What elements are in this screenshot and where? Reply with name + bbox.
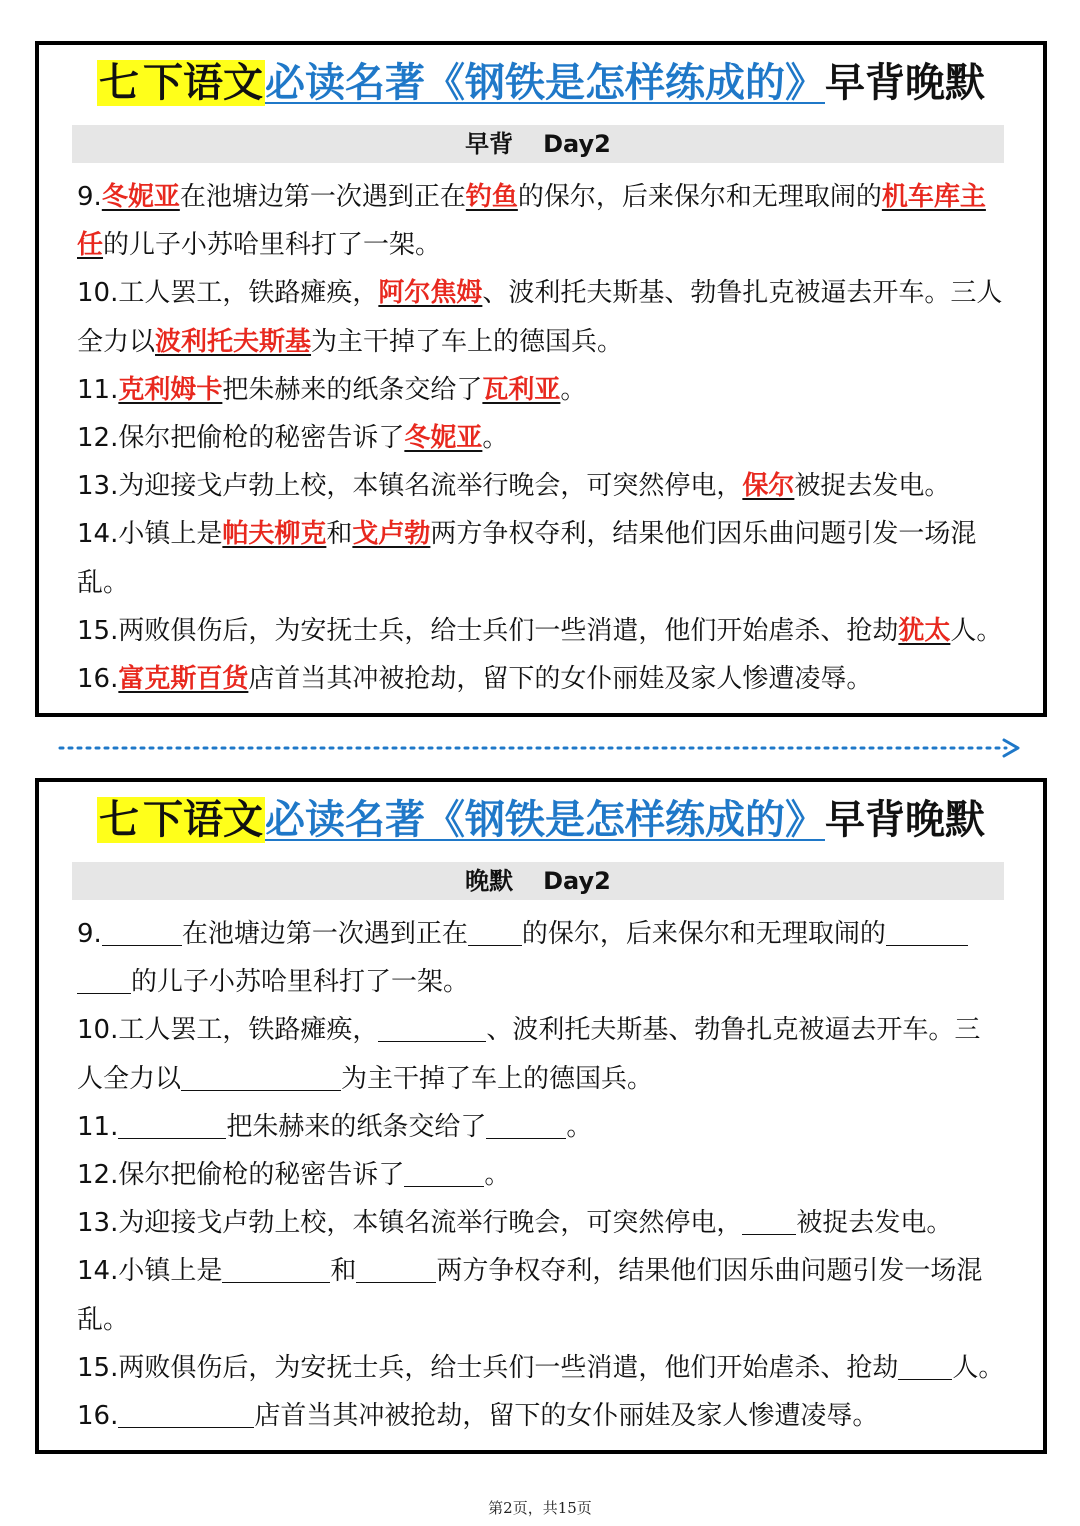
item-text: 被捉去发电。 xyxy=(794,471,951,502)
section-heading: 早背 xyxy=(465,130,514,158)
evening-item xyxy=(77,910,1005,1006)
evening-item xyxy=(77,1247,1005,1343)
morning-item xyxy=(77,655,1005,703)
item-text: 16. xyxy=(77,664,119,695)
title-book-name: 必读名著《钢铁是怎样练成的》 xyxy=(265,797,825,843)
answer-text: 戈卢勃 xyxy=(352,519,431,550)
answer-text: 克利姆卡 xyxy=(118,374,223,405)
dotted-arrow-divider xyxy=(58,737,1022,759)
item-text: 14.小镇上是 xyxy=(77,1256,223,1287)
item-text: 11. xyxy=(77,1111,119,1142)
morning-item xyxy=(77,510,1005,606)
item-text: 15.两败俱伤后，为安抚士兵，给士兵们一些消遣，他们开始虐杀、抢劫 xyxy=(77,615,899,646)
title-highlight-grade: 下语文 xyxy=(143,797,263,843)
answer-blank xyxy=(356,1255,436,1283)
item-text: 。 xyxy=(566,1111,593,1142)
item-text: 把朱赫来的纸条交给了 xyxy=(226,1111,487,1142)
item-text: 14.小镇上是 xyxy=(77,519,223,550)
item-text: 两方争权夺利，结果他们因乐曲问题引发一场混乱。 xyxy=(77,519,977,598)
section-day: Day2 xyxy=(543,130,611,158)
answer-text: 犹太 xyxy=(898,615,951,646)
answer-text: 冬妮亚 xyxy=(101,182,180,212)
answer-text: 冬妮亚 xyxy=(404,423,483,454)
title-suffix: 早背晚默 xyxy=(825,60,985,106)
item-text: 店首当其冲被抢劫，留下的女仆丽娃及家人惨遭凌辱。 xyxy=(254,1401,879,1432)
title-highlight-seven: 七 xyxy=(99,60,139,106)
answer-blank xyxy=(898,1352,952,1380)
item-text: 人。 xyxy=(950,615,1003,646)
answer-text: 钓鱼 xyxy=(465,182,518,212)
item-text: 两方争权夺利，结果他们因乐曲问题引发一场混乱。 xyxy=(77,1256,983,1335)
answer-blank xyxy=(181,1063,341,1091)
answer-blank xyxy=(742,1207,796,1235)
answer-blank xyxy=(886,918,968,946)
item-text: 13.为迎接戈卢勃上校，本镇名流举行晚会，可突然停电， xyxy=(77,1208,743,1239)
item-text: 。 xyxy=(484,1160,511,1191)
answer-blank xyxy=(468,918,522,946)
answer-blank xyxy=(378,1014,486,1042)
answer-text: 保尔 xyxy=(742,471,795,502)
evening-item xyxy=(77,1151,1005,1199)
answer-text: 帕夫柳克 xyxy=(222,519,327,550)
page-footer: 第2页，共15页 xyxy=(488,1499,592,1517)
answer-text: 波利托夫斯基 xyxy=(155,326,312,357)
item-text: 13.为迎接戈卢勃上校，本镇名流举行晚会，可突然停电， xyxy=(77,471,743,502)
morning-item-list xyxy=(77,173,1005,703)
item-text: 12.保尔把偷枪的秘密告诉了 xyxy=(77,423,405,454)
item-text: 的儿子小苏哈里科打了一架。 xyxy=(103,230,442,261)
item-text: 10.工人罢工，铁路瘫痪， xyxy=(77,278,379,309)
item-text: 的儿子小苏哈里科打了一架。 xyxy=(131,967,470,998)
morning-item xyxy=(77,462,1005,510)
item-text: 和 xyxy=(326,519,353,550)
evening-item xyxy=(77,1103,1005,1151)
item-text: 在池塘边第一次遇到正在 xyxy=(179,182,466,212)
title-suffix: 早背晚默 xyxy=(825,797,985,843)
item-text: 的保尔，后来保尔和无理取闹的 xyxy=(517,182,882,212)
evening-dictation-card xyxy=(35,778,1047,1454)
item-text: 把朱赫来的纸条交给了 xyxy=(222,374,483,405)
answer-blank xyxy=(102,918,182,946)
item-text: 的保尔，后来保尔和无理取闹的 xyxy=(521,919,886,949)
answer-blank xyxy=(77,966,131,994)
item-text: 11. xyxy=(77,374,119,405)
title-book-name: 必读名著《钢铁是怎样练成的》 xyxy=(265,60,825,106)
title-highlight-seven: 七 xyxy=(99,797,139,843)
answer-text: 富克斯百货 xyxy=(118,664,249,695)
evening-item xyxy=(77,1199,1005,1247)
answer-blank xyxy=(222,1255,330,1283)
item-text: 12.保尔把偷枪的秘密告诉了 xyxy=(77,1160,405,1191)
item-text: 、波利托夫斯基、勃鲁扎克被逼去开车。三人全力以 xyxy=(77,278,1003,357)
morning-item xyxy=(77,607,1005,655)
section-day: Day2 xyxy=(543,867,611,895)
answer-blank xyxy=(118,1111,226,1139)
item-text: 为主干掉了车上的德国兵。 xyxy=(341,1063,654,1094)
evening-item xyxy=(77,1344,1005,1392)
morning-item xyxy=(77,269,1005,365)
item-text: 和 xyxy=(330,1256,357,1287)
morning-item xyxy=(77,366,1005,414)
evening-item xyxy=(77,1006,1005,1102)
morning-recite-card xyxy=(35,41,1047,717)
item-text: 在池塘边第一次遇到正在 xyxy=(181,919,468,949)
evening-item-list xyxy=(77,910,1005,1440)
item-text: 。 xyxy=(482,423,509,454)
item-text: 人。 xyxy=(952,1352,1005,1383)
item-text: 16. xyxy=(77,1401,119,1432)
section-heading: 晚默 xyxy=(465,867,514,895)
item-text: 10.工人罢工，铁路瘫痪， xyxy=(77,1015,379,1046)
item-text: 15.两败俱伤后，为安抚士兵，给士兵们一些消遣，他们开始虐杀、抢劫 xyxy=(77,1352,899,1383)
morning-item xyxy=(77,173,1005,269)
item-text: 9. xyxy=(77,919,102,949)
evening-item xyxy=(77,1392,1005,1440)
section-header-evening xyxy=(72,862,1004,900)
morning-item xyxy=(77,414,1005,462)
item-text: 为主干掉了车上的德国兵。 xyxy=(311,326,624,357)
title-highlight-grade: 下语文 xyxy=(143,60,263,106)
page-title xyxy=(39,792,1043,848)
answer-text: 阿尔焦姆 xyxy=(378,278,483,309)
section-header-morning xyxy=(72,125,1004,163)
answer-text: 机车库主任 xyxy=(77,182,986,261)
page-title xyxy=(39,55,1043,111)
item-text: 、波利托夫斯基、勃鲁扎克被逼去开车。三人全力以 xyxy=(77,1015,981,1094)
answer-blank xyxy=(486,1111,566,1139)
item-text: 被捉去发电。 xyxy=(796,1208,953,1239)
item-text: 。 xyxy=(560,374,587,405)
item-text: 店首当其冲被抢劫，留下的女仆丽娃及家人惨遭凌辱。 xyxy=(248,664,873,695)
answer-blank xyxy=(118,1400,254,1428)
answer-blank xyxy=(404,1159,484,1187)
item-text: 9. xyxy=(77,182,102,212)
answer-text: 瓦利亚 xyxy=(482,374,561,405)
